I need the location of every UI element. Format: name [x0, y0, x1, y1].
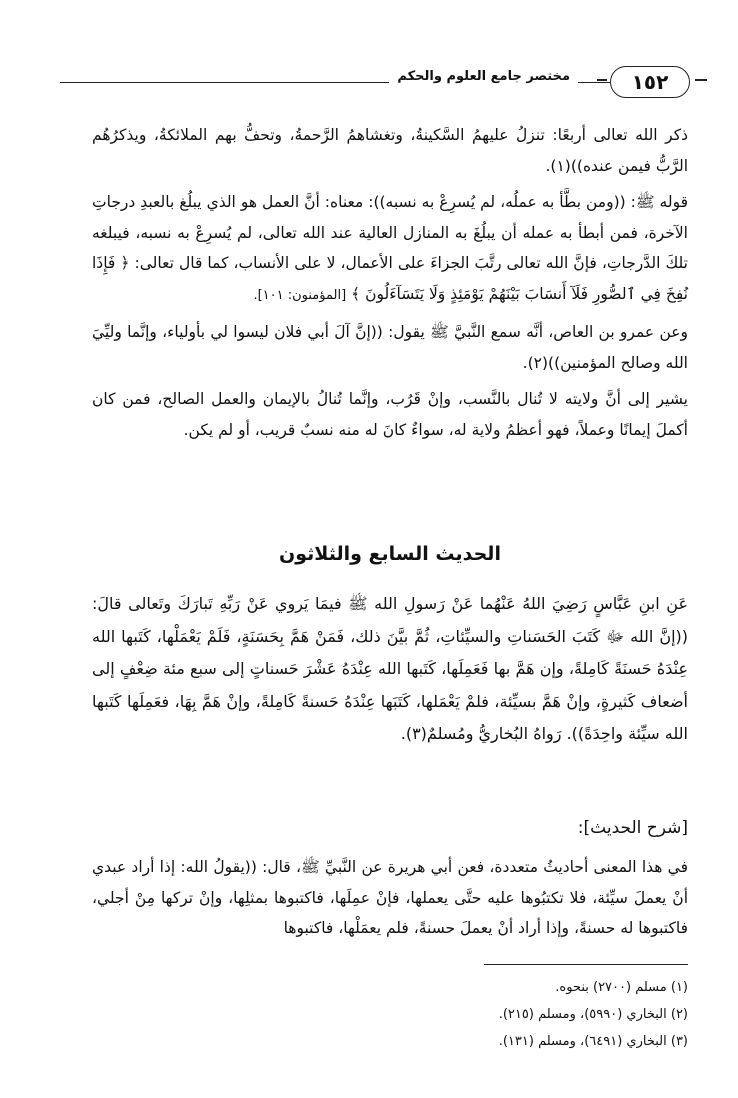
sharh-paragraph: في هذا المعنى أحاديثُ متعددة، فعن أبي هريرة عن النَّبيِّ ﷺ، قال: ((يقولُ الله: إذا أراد عبدي أنْ يعملَ سيِّئة، فلا تكتبُوها عليه حتَّى يعملها، فإنْ عمِلَها، فاكتبوها بمثلِها، وإنْ تركها مِنْ أجلي، فاكتبوها له حسنةً، وإذا أراد أنْ يعملَ حسنةً، فلم يعمَلْها، فاكتبوها [92, 858, 688, 937]
paragraph-3: وعن عمرو بن العاص، أنَّه سمع النَّبيَّ ﷺ يقول: ((إنَّ آلَ أبي فلان ليسوا لي بأولياء، وإنَّما وليِّيَ الله وصالح المؤمنين))(٢). [92, 323, 688, 372]
page-header [60, 66, 686, 100]
footnote-3: (٣) البخاري (٦٤٩١)، ومسلم (١٣١). [498, 1034, 688, 1049]
paragraph-2-text: قوله ﷺ: ((ومن بطَّأ به عملُه، لم يُسرِعْ به نسبه)): معناه: أنَّ العمل هو الذي يبلُغ بالعبدِ درجاتِ الآخرة، فمن أبطأ به عمله أن يبلُغَ به المنازل العالية عند الله تعالى، لم يُسرِعْ به نسبه، فيبلغه تلكَ الدَّرجاتِ، فإنَّ الله تعالى رتَّبَ الجزاءَ على الأعمال، لا على الأنساب، كما قال تعالى: ﴿ فَإِذَا نُفِخَ فِي ٱلصُّورِ فَلَآ أَنسَابَ بَيْنَهُمْ يَوْمَئِذٍ وَلَا يَتَسَآءَلُونَ ﴾ [92, 193, 688, 303]
sharh-label: [شرح الحديث]: [577, 818, 688, 838]
hadith-paragraph: عَنِ ابنِ عَبَّاسٍ رَضِيَ اللهُ عَنْهُما عَنْ رَسولِ الله ﷺ فيمَا يَروي عَنْ رَبِّهِ تَبارَكَ وتَعالى قالَ: ((إنَّ الله ﷻ كَتَبَ الحَسَناتِ والسيِّئاتِ، ثُمَّ بيَّنَ ذلك، فَمَنْ هَمَّ بِحَسَنَةٍ، فَلَمْ يَعْمَلْها، كَتَبها الله عِنْدَهُ حَسنَةً كَامِلةً، وإن هَمَّ بها فَعَمِلَها، كَتَبها الله عِنْدَهُ عَشْرَ حَسناتٍ إلى سبع مئة ضِعْفٍ إلى أضعاف كَثيرةٍ، وإنْ هَمَّ بسيِّئة، فلمْ يَعْمَلها، كَتَبَها عِنْدَهُ حَسنةً كَامِلةً، وإنْ هَمَّ بِهَا، فعَمِلَها كَتَبها الله سيِّئة واحِدَةً)). رَواهُ البُخاريُّ ومُسلمٌ(٣). [92, 594, 688, 743]
paragraph-4: يشير إلى أنَّ ولايته لا تُنال بالنَّسب، وإنْ قَرُب، وإنَّما تُنالُ بالإيمان والعمل الصالح، فمن كان أكملَ إيمانًا وعملاً، فهو أعظمُ ولاية له، سواءٌ كانَ له منه نسبٌ قريب، أو لم يكن. [92, 390, 688, 439]
paragraph-1: ذكر الله تعالى أربعًا: تنزلُ عليهمُ السَّكينةُ، وتغشاهمُ الرَّحمةُ، وتحفُّ بهم الملائكةُ، ويذكرُهُم الرَّبُّ فيمن عنده))(١). [92, 126, 688, 175]
page-number: ١٥٢ [631, 70, 669, 94]
page-number-badge [610, 66, 690, 98]
footnotes [88, 974, 688, 1055]
running-title: مختصر جامع العلوم والحكم [389, 69, 578, 84]
quran-reference: [المؤمنون: ١٠١]. [253, 287, 347, 303]
body-text [92, 120, 688, 451]
sharh-text [92, 852, 688, 944]
paragraph-2 [92, 187, 688, 311]
hadith-text [92, 588, 688, 759]
badge-dash-right [695, 79, 707, 81]
footnote-rule [484, 964, 688, 965]
header-rule [60, 82, 686, 83]
badge-dash-left [597, 79, 607, 81]
footnote-1: (١) مسلم (٢٧٠٠) بنحوه. [555, 980, 688, 995]
section-heading: الحديث السابع والثلاثون [279, 543, 501, 565]
footnote-2: (٢) البخاري (٥٩٩٠)، ومسلم (٢١٥). [498, 1007, 688, 1022]
